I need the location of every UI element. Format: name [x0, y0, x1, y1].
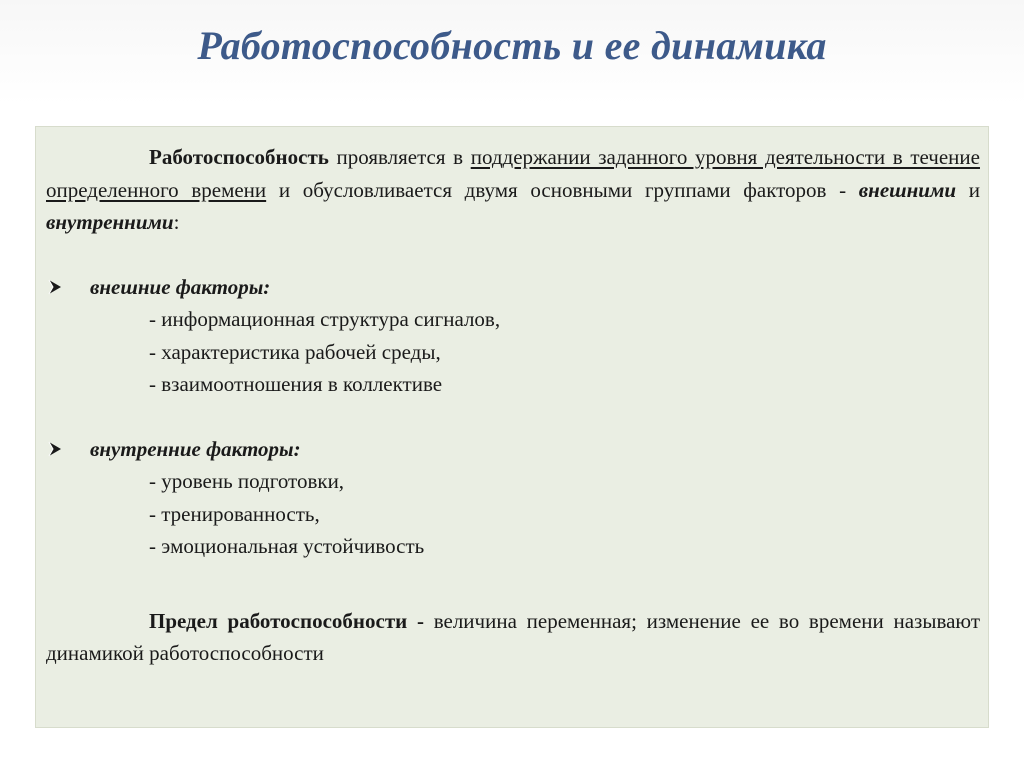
external-factors-heading-row — [46, 271, 980, 304]
limit-term: Предел работоспособности - — [149, 608, 424, 633]
external-factor-item: - характеристика рабочей среды, — [149, 339, 441, 364]
internal-factors-heading-row — [46, 433, 980, 466]
external-factor-item: - информационная структура сигналов, — [149, 307, 501, 331]
limit-text: величина переменная; изменение ее во времени называют динамикой работоспособности — [46, 608, 980, 665]
spacer — [46, 563, 980, 605]
arrowhead-bullet-icon — [46, 441, 90, 457]
external-factor-item: - взаимоотношения в коллективе — [149, 372, 443, 396]
spacer — [46, 239, 980, 271]
internal-factor-item: - тренированность, — [149, 501, 320, 526]
internal-factor-item: - эмоциональная устойчивость — [149, 534, 425, 558]
internal-factor-item: - уровень подготовки, — [149, 469, 345, 493]
internal-factors-heading: внутренние факторы: — [90, 436, 301, 461]
definition-text-1: проявляется в — [328, 145, 471, 169]
definition-colon: : — [173, 210, 180, 234]
arrowhead-bullet-icon — [46, 279, 90, 295]
external-factors-heading: внешние факторы: — [90, 274, 271, 299]
external-word: внешними — [858, 177, 957, 202]
definition-text-2: и обусловливается двумя основными группами факторов - — [266, 177, 859, 202]
and-word: и — [956, 177, 980, 202]
definition-underlined: поддержании заданного уровня деятельности в течение определенного времени — [46, 145, 980, 202]
limit-paragraph — [46, 605, 980, 670]
internal-word: внутренними — [46, 210, 174, 234]
spacer — [46, 401, 980, 433]
content-box — [35, 126, 989, 728]
content-text — [46, 141, 980, 670]
definition-term: Работоспособность — [149, 145, 329, 169]
definition-paragraph — [46, 141, 980, 239]
slide-title: Работоспособность и ее динамика — [197, 23, 827, 68]
